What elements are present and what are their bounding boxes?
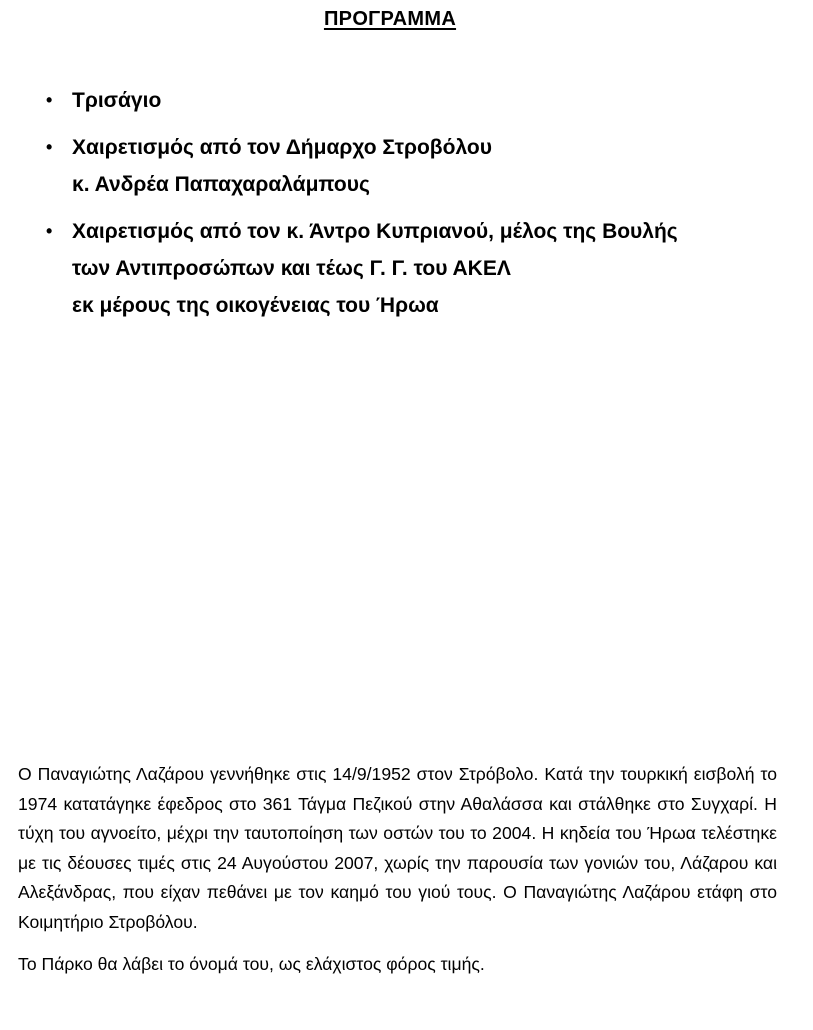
bullet-icon: • xyxy=(46,221,53,241)
bullet-icon: • xyxy=(46,90,53,110)
biography-paragraph: Ο Παναγιώτης Λαζάρου γεννήθηκε στις 14/9/1952 στον Στρόβολο. Κατά την τουρκική εισβολή το 1974 κατατάγηκε έφεδρος στο 361 Τάγμα Πεζικού στην Αθαλάσσα και στάλθηκε στο Συγχαρί. Η τύχη του αγνοείτο, μέχρι την ταυτοποίηση των οστών του το 2004. Η κηδεία του Ήρωα τελέστηκε με τις δέουσες τιμές στις 24 Αυγούστου 2007, χωρίς την παρουσία των γονιών του, Λάζαρου και Αλεξάνδρας, που είχαν πεθάνει με τον καημό του γιού τους. Ο Παναγιώτης Λαζάρου ετάφη στο Κοιμητήριο Στροβόλου. xyxy=(18,764,777,932)
program-item-trisagion xyxy=(40,82,800,119)
program-item-line: Τρισάγιο xyxy=(72,89,162,112)
program-item-line: κ. Ανδρέα Παπαχαραλάμπους xyxy=(72,173,370,196)
program-item-line: Χαιρετισμός από τον Δήμαρχο Στροβόλου xyxy=(72,136,492,159)
biography-section xyxy=(18,760,777,991)
bullet-icon: • xyxy=(46,137,53,157)
program-item-line: των Αντιπροσώπων και τέως Γ. Γ. του ΑΚΕΛ xyxy=(72,257,511,280)
page-title: ΠΡΟΓΡΑΜΜΑ xyxy=(323,8,457,30)
program-item-mp-greeting xyxy=(40,213,800,324)
program-item-mayor-greeting xyxy=(40,129,800,203)
program-item-line: εκ μέρους της οικογένειας του Ήρωα xyxy=(72,294,439,317)
program-item-line: Χαιρετισμός από τον κ. Άντρο Κυπριανού, μέλος της Βουλής xyxy=(72,220,678,243)
program-list xyxy=(40,82,800,334)
dedication-paragraph: Το Πάρκο θα λάβει το όνομά του, ως ελάχιστος φόρος τιμής. xyxy=(18,953,485,974)
